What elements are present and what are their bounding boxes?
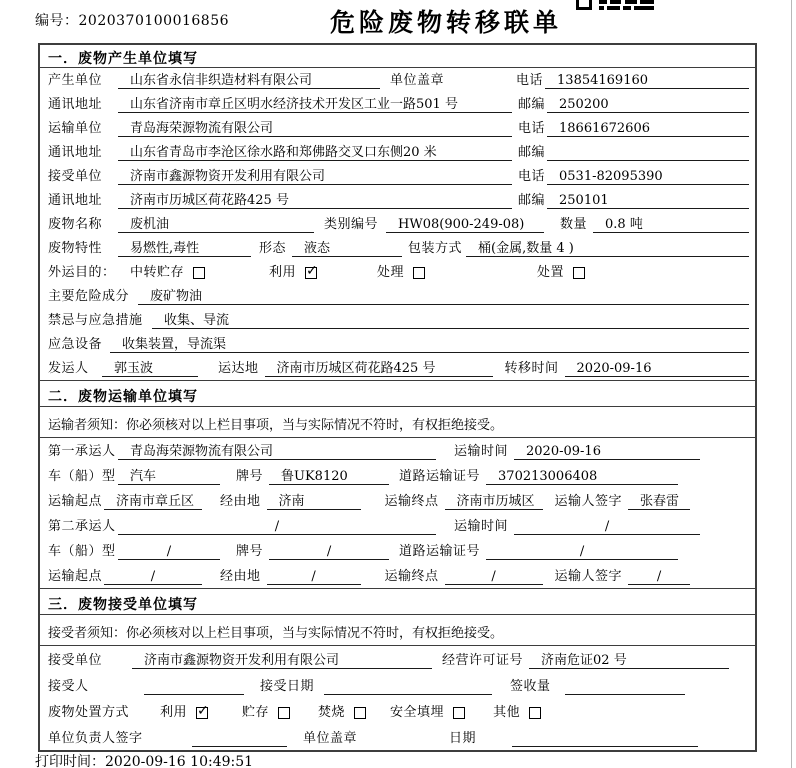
row-waste-trait	[40, 236, 755, 260]
zip3-label: 邮编	[518, 193, 546, 208]
checkbox-landfill	[453, 707, 465, 719]
transfer-storage-label: 中转贮存	[130, 265, 185, 280]
print-time	[35, 751, 253, 768]
check-mark-icon: ✓	[306, 263, 318, 279]
amount-value	[565, 678, 685, 695]
receiver-label: 接受单位	[48, 169, 103, 184]
phone2-label: 电话	[518, 121, 546, 136]
producer-value: 山东省永信非织造材料有限公司	[118, 72, 380, 89]
row-disposal-checkboxes	[40, 698, 755, 724]
receiver-value: 济南市鑫源物资开发利用有限公司	[118, 168, 512, 185]
disposal-landfill-label: 安全填埋	[390, 705, 445, 720]
disposal-option-other	[491, 704, 541, 721]
checkbox-disposal-utilize-checked	[196, 703, 209, 719]
receiver-notice	[40, 615, 755, 646]
checkbox-store	[278, 707, 290, 719]
transporter-label: 运输单位	[48, 121, 103, 136]
checkbox-treat	[413, 267, 425, 279]
plate2-value: /	[269, 543, 389, 560]
treat-label: 处理	[377, 265, 405, 280]
form-value: 液态	[292, 240, 402, 257]
dest-value: 济南市历城区荷花路425 号	[265, 360, 493, 377]
print-time-value: 2020-09-16 10:49:51	[105, 754, 254, 768]
qr-code-fragment	[576, 0, 654, 10]
serial-value: 2020370100016856	[78, 13, 230, 29]
waste-name-value: 废机油	[118, 216, 314, 233]
vehicle2-value: /	[118, 543, 220, 560]
vehicle1-label: 车（船）型	[48, 469, 116, 484]
origin1-value: 济南市章丘区	[104, 493, 202, 510]
row-producer	[40, 68, 755, 92]
row-purpose-checkboxes	[40, 260, 755, 284]
transporter-value: 青岛海荣源物流有限公司	[118, 120, 512, 137]
checkbox-utilize-checked	[305, 263, 318, 279]
row-taboo-measures	[40, 308, 755, 332]
disposal-option-utilize	[158, 704, 208, 721]
addr2-label: 通讯地址	[48, 145, 103, 160]
transporter-notice-label: 运输者须知：	[48, 418, 127, 433]
phone1-value: 13854169160	[545, 72, 749, 89]
checkbox-transfer-storage	[193, 267, 205, 279]
page-title: 危险废物转移联单	[330, 8, 563, 37]
accept-person-value	[144, 678, 244, 695]
serial-number	[35, 10, 229, 30]
signer-value	[192, 730, 287, 747]
plate1-label: 牌号	[236, 469, 264, 484]
serial-label: 编号：	[35, 13, 79, 29]
receiver-notice-label: 接受者须知：	[48, 626, 127, 641]
utilize-label: 利用	[269, 265, 297, 280]
taboo-value: 收集、导流	[152, 312, 749, 329]
waste-name-label: 废物名称	[48, 217, 103, 232]
accept-unit-value: 济南市鑫源物资开发利用有限公司	[132, 652, 432, 669]
plate1-value: 鲁UK8120	[269, 468, 389, 485]
disposal-utilize-label: 利用	[160, 705, 188, 720]
row-receiver-address	[40, 188, 755, 212]
row-vehicle2	[40, 538, 755, 563]
via2-label: 经由地	[220, 569, 261, 584]
shipper-label: 发运人	[48, 361, 89, 376]
row-receiver	[40, 164, 755, 188]
row-hazard-component	[40, 284, 755, 308]
trait-label: 废物特性	[48, 241, 103, 256]
taboo-label: 禁忌与应急措施	[48, 313, 143, 328]
disposal-label: 废物处置方式	[48, 705, 130, 720]
signer-label: 单位负责人签字	[48, 731, 143, 746]
sign2-value: /	[628, 568, 690, 585]
checkbox-incinerate	[354, 707, 366, 719]
equip-label: 应急设备	[48, 337, 103, 352]
row-waste-name	[40, 212, 755, 236]
checkbox-other	[529, 707, 541, 719]
package-value: 桶(金属,数量 4 )	[466, 240, 749, 257]
purpose-option-dispose	[535, 264, 585, 281]
time1-label: 运输时间	[454, 444, 509, 459]
zip1-label: 邮编	[518, 97, 546, 112]
purpose-option-utilize	[267, 264, 317, 281]
time2-label: 运输时间	[454, 519, 509, 534]
phone3-label: 电话	[518, 169, 546, 184]
hazard-label: 主要危险成分	[48, 289, 130, 304]
disposal-other-label: 其他	[493, 705, 521, 720]
form-label: 形态	[259, 241, 287, 256]
section3-header: 三．废物接受单位填写	[40, 588, 755, 615]
vehicle1-value: 汽车	[118, 468, 220, 485]
disposal-store-label: 贮存	[242, 705, 270, 720]
permit2-value: /	[486, 543, 678, 560]
license-label: 经营许可证号	[442, 653, 524, 668]
permit2-label: 道路运输证号	[399, 544, 481, 559]
phone3-value: 0531-82095390	[547, 168, 749, 185]
package-label: 包装方式	[408, 241, 463, 256]
addr3-label: 通讯地址	[48, 193, 103, 208]
purpose-label: 外运目的：	[48, 265, 116, 280]
accept-date-label: 接受日期	[260, 679, 315, 694]
license-value: 济南危证02 号	[529, 652, 729, 669]
disposal-incinerate-label: 焚烧	[318, 705, 346, 720]
unit-seal-label: 单位盖章	[390, 73, 445, 88]
zip2-value	[547, 144, 749, 161]
via1-value: 济南	[267, 493, 361, 510]
disposal-option-incinerate	[316, 704, 366, 721]
carrier1-value: 青岛海荣源物流有限公司	[118, 443, 436, 460]
transfer-time-value: 2020-09-16	[565, 360, 749, 377]
sign1-value: 张春雷	[628, 493, 690, 510]
zip2-label: 邮编	[518, 145, 546, 160]
carrier2-label: 第二承运人	[48, 519, 116, 534]
row-vehicle1	[40, 463, 755, 488]
row-route2	[40, 563, 755, 588]
plate2-label: 牌号	[236, 544, 264, 559]
hazard-value: 废矿物油	[138, 288, 749, 305]
transporter-notice-text: 你必须核对以上栏目事项，当与实际情况不符时，有权拒绝接受。	[126, 418, 504, 433]
producer-label: 产生单位	[48, 73, 103, 88]
time2-value: /	[514, 518, 700, 535]
date2-value	[512, 730, 698, 747]
origin2-value: /	[104, 568, 202, 585]
purpose-option-transfer-storage	[128, 264, 205, 281]
vehicle2-label: 车（船）型	[48, 544, 116, 559]
row-shipper	[40, 356, 755, 380]
trait-value: 易燃性,毒性	[118, 240, 251, 257]
transfer-form-table	[38, 43, 757, 752]
end1-label: 运输终点	[384, 494, 439, 509]
dest-label: 运达地	[218, 361, 259, 376]
accept-unit-label: 接受单位	[48, 653, 103, 668]
time1-value: 2020-09-16	[514, 443, 700, 460]
addr2-value: 山东省青岛市李沧区徐水路和郑佛路交叉口东侧20 米	[118, 144, 512, 161]
addr1-label: 通讯地址	[48, 97, 103, 112]
quantity-label: 数量	[560, 217, 588, 232]
phone1-label: 电话	[516, 73, 544, 88]
zip3-value: 250101	[547, 192, 749, 209]
receiver-notice-text: 你必须核对以上栏目事项，当与实际情况不符时，有权拒绝接受。	[126, 626, 504, 641]
row-route1	[40, 488, 755, 513]
checkbox-dispose	[573, 267, 585, 279]
sign1-label: 运输人签字	[554, 494, 623, 509]
quantity-value: 0.8 吨	[593, 216, 749, 233]
permit1-label: 道路运输证号	[399, 469, 481, 484]
row-transporter-address	[40, 140, 755, 164]
row-responsible-sign	[40, 724, 755, 750]
row-accept-person	[40, 672, 755, 698]
row-emergency-equipment	[40, 332, 755, 356]
accept-person-label: 接受人	[48, 679, 89, 694]
accept-date-value	[324, 678, 492, 695]
date2-label: 日期	[449, 731, 477, 746]
category-value: HW08(900-249-08)	[386, 216, 544, 233]
via2-value: /	[267, 568, 361, 585]
shipper-value: 郭玉波	[102, 360, 198, 377]
end2-label: 运输终点	[384, 569, 439, 584]
disposal-option-store	[240, 704, 290, 721]
section1-header: 一．废物产生单位填写	[40, 45, 755, 68]
equip-value: 收集装置，导流渠	[110, 336, 749, 353]
origin1-label: 运输起点	[48, 494, 103, 509]
amount-label: 签收量	[510, 679, 551, 694]
end1-value: 济南市历城区	[445, 493, 543, 510]
origin2-label: 运输起点	[48, 569, 103, 584]
row-producer-address	[40, 92, 755, 116]
phone2-value: 18661672606	[547, 120, 749, 137]
category-label: 类别编号	[324, 217, 379, 232]
via1-label: 经由地	[220, 494, 261, 509]
unit-seal2-label: 单位盖章	[303, 731, 358, 746]
carrier1-label: 第一承运人	[48, 444, 116, 459]
purpose-option-treat	[375, 264, 425, 281]
disposal-option-landfill	[388, 704, 465, 721]
row-accept-unit	[40, 646, 755, 672]
transporter-notice	[40, 407, 755, 438]
dispose-label: 处置	[537, 265, 565, 280]
carrier2-value: /	[118, 518, 436, 535]
transfer-time-label: 转移时间	[504, 361, 559, 376]
permit1-value: 370213006408	[486, 468, 678, 485]
check-mark-icon: ✓	[197, 703, 209, 719]
row-transporter	[40, 116, 755, 140]
row-carrier2	[40, 513, 755, 538]
addr1-value: 山东省济南市章丘区明水经济技术开发区工业一路501 号	[118, 96, 512, 113]
zip1-value: 250200	[547, 96, 749, 113]
row-carrier1	[40, 438, 755, 463]
end2-value: /	[445, 568, 543, 585]
print-time-label: 打印时间：	[35, 754, 105, 768]
page-edge-line	[791, 0, 792, 768]
sign2-label: 运输人签字	[554, 569, 623, 584]
addr3-value: 济南市历城区荷花路425 号	[118, 192, 512, 209]
section2-header: 二．废物运输单位填写	[40, 380, 755, 407]
